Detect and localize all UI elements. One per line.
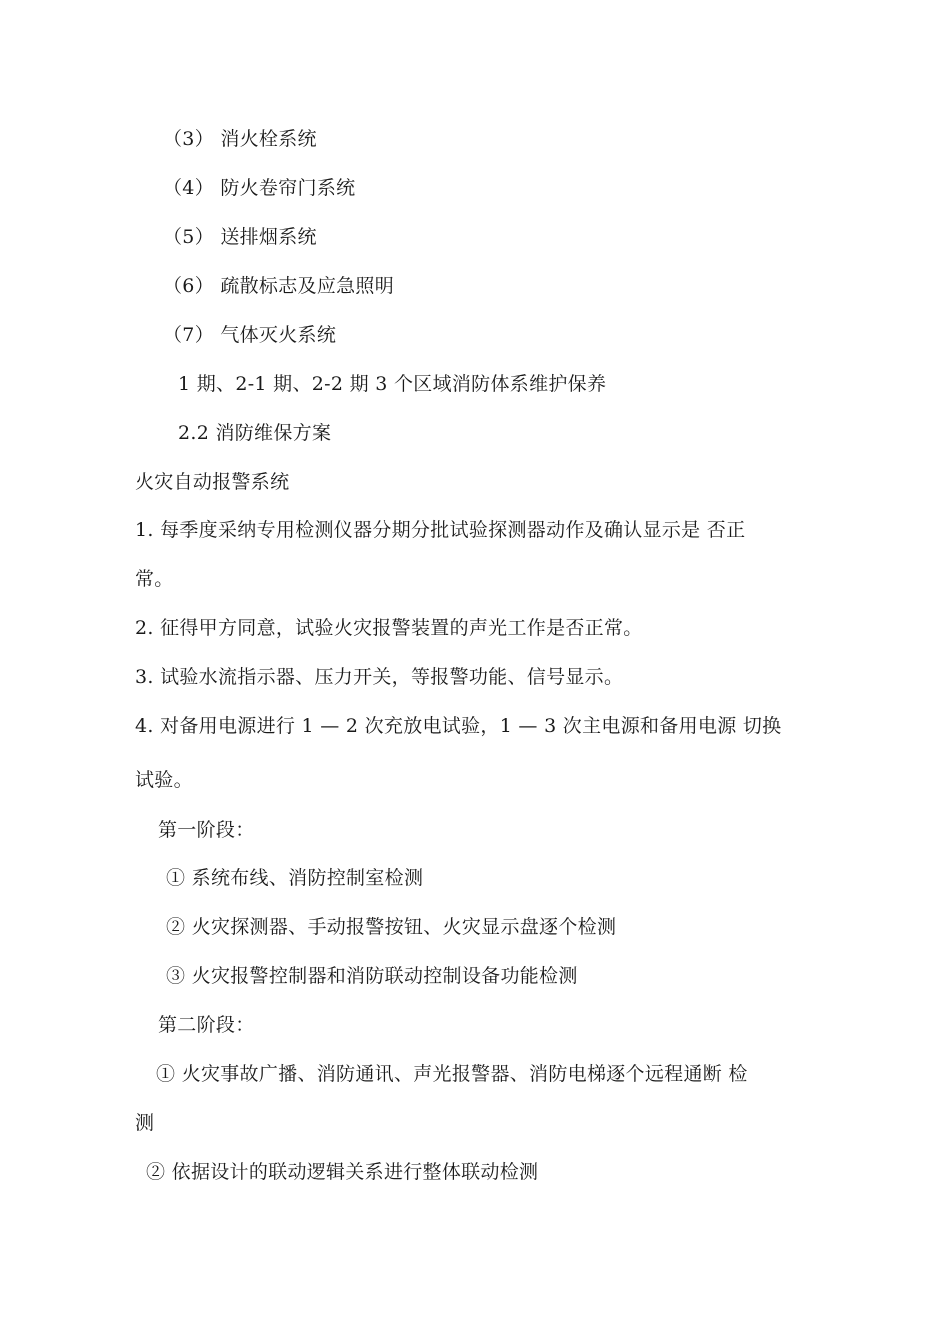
phase-one-item-2: ② 火灾探测器、手动报警按钮、火灾显示盘逐个检测 [166, 916, 617, 938]
phase-two-item-2: ② 依据设计的联动逻辑关系进行整体联动检测 [146, 1161, 539, 1183]
list-item-fire-shutter: （4） 防火卷帘门系统 [163, 177, 356, 199]
list-item-1: 1. 每季度采纳专用检测仪器分期分批试验探测器动作及确认显示是 否正 [135, 519, 746, 541]
list-item-2: 2. 征得甲方同意，试验火灾报警装置的声光工作是否正常。 [135, 617, 643, 639]
list-item-4-continued: 试验。 [135, 769, 193, 791]
phase-two-item-1: ① 火灾事故广播、消防通讯、声光报警器、消防电梯逐个远程通断 检 [156, 1063, 748, 1085]
section-heading: 2.2 消防维保方案 [178, 422, 332, 444]
phase-one-item-3: ③ 火灾报警控制器和消防联动控制设备功能检测 [166, 965, 578, 987]
phase-two-item-1-continued: 测 [135, 1112, 155, 1134]
list-item-smoke-exhaust: （5） 送排烟系统 [163, 226, 317, 248]
phase-one-item-1: ① 系统布线、消防控制室检测 [166, 867, 424, 889]
list-item-evacuation-lighting: （6） 疏散标志及应急照明 [163, 275, 395, 297]
subsection-heading: 火灾自动报警系统 [135, 471, 290, 493]
phase-two-heading: 第二阶段： [158, 1014, 255, 1036]
paragraph-maintenance-scope: 1 期、2-1 期、2-2 期 3 个区域消防体系维护保养 [178, 373, 607, 395]
list-item-fire-hydrant: （3） 消火栓系统 [163, 128, 317, 150]
list-item-gas-extinguishing: （7） 气体灭火系统 [163, 324, 337, 346]
phase-one-heading: 第一阶段： [158, 819, 255, 841]
list-item-4: 4. 对备用电源进行 1 — 2 次充放电试验，1 — 3 次主电源和备用电源 切换 [135, 715, 782, 737]
list-item-3: 3. 试验水流指示器、压力开关，等报警功能、信号显示。 [135, 666, 624, 688]
list-item-1-continued: 常。 [135, 568, 174, 590]
